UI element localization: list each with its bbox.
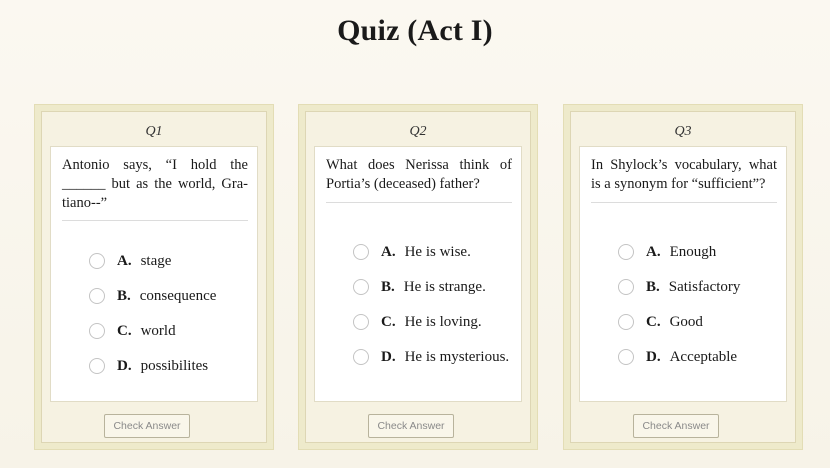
page-title: Quiz (Act I)	[337, 14, 493, 47]
option-letter: B.	[646, 279, 660, 295]
option-text: He is mysterious.	[404, 349, 510, 365]
check-answer-button[interactable]: Check Answer	[368, 414, 454, 438]
option-letter: A.	[381, 244, 396, 260]
radio-button[interactable]	[353, 349, 369, 365]
answer-option-a[interactable]	[353, 243, 509, 278]
answer-options	[353, 243, 509, 383]
option-text: stage	[140, 253, 172, 269]
question-text: In Shylock’s vocabulary, what is a synonym for “sufficient”?	[591, 157, 777, 192]
question-number: Q2	[409, 124, 427, 139]
option-letter: D.	[646, 349, 661, 365]
answer-option-d[interactable]	[618, 348, 740, 383]
radio-button[interactable]	[353, 279, 369, 295]
option-letter: C.	[117, 323, 132, 339]
answer-option-b[interactable]	[618, 278, 740, 313]
radio-button[interactable]	[89, 253, 105, 269]
check-answer-button[interactable]: Check Answer	[104, 414, 190, 438]
question-panel	[50, 146, 258, 402]
question-number: Q3	[674, 124, 692, 139]
question-text: What does Nerissa think of Portia’s (deceased) father?	[326, 157, 512, 192]
option-letter: C.	[381, 314, 396, 330]
question-number: Q1	[145, 124, 163, 139]
question-divider	[62, 220, 248, 221]
radio-button[interactable]	[618, 349, 634, 365]
question-divider	[326, 202, 512, 203]
option-text: Acceptable	[669, 349, 738, 365]
answer-option-a[interactable]	[89, 252, 216, 287]
option-text: Enough	[669, 244, 717, 260]
question-card-inner	[41, 111, 267, 443]
option-letter: A.	[117, 253, 132, 269]
question-panel	[314, 146, 522, 402]
option-text: He is wise.	[404, 244, 471, 260]
question-card-inner	[570, 111, 796, 443]
answer-option-b[interactable]	[353, 278, 509, 313]
answer-option-a[interactable]	[618, 243, 740, 278]
check-answer-button[interactable]: Check Answer	[633, 414, 719, 438]
question-card-3	[563, 104, 803, 450]
answer-options	[89, 252, 216, 392]
question-panel	[579, 146, 787, 402]
question-divider	[591, 202, 777, 203]
radio-button[interactable]	[89, 288, 105, 304]
option-text: possibilites	[140, 358, 209, 374]
radio-button[interactable]	[89, 323, 105, 339]
option-text: Satisfactory	[668, 279, 741, 295]
answer-option-b[interactable]	[89, 287, 216, 322]
option-text: Good	[669, 314, 703, 330]
answer-option-c[interactable]	[618, 313, 740, 348]
option-letter: B.	[381, 279, 395, 295]
answer-options	[618, 243, 740, 383]
option-letter: D.	[381, 349, 396, 365]
radio-button[interactable]	[353, 244, 369, 260]
option-text: consequence	[139, 288, 217, 304]
answer-option-c[interactable]	[353, 313, 509, 348]
question-text: Antonio says, “I hold the ______ but as the world, Gra-tiano--”	[62, 157, 248, 211]
radio-button[interactable]	[618, 314, 634, 330]
radio-button[interactable]	[618, 244, 634, 260]
radio-button[interactable]	[618, 279, 634, 295]
radio-button[interactable]	[353, 314, 369, 330]
option-text: world	[140, 323, 176, 339]
option-letter: C.	[646, 314, 661, 330]
option-text: He is strange.	[403, 279, 486, 295]
option-letter: D.	[117, 358, 132, 374]
option-text: He is loving.	[404, 314, 482, 330]
radio-button[interactable]	[89, 358, 105, 374]
answer-option-d[interactable]	[89, 357, 216, 392]
option-letter: B.	[117, 288, 131, 304]
question-card-inner	[305, 111, 531, 443]
answer-option-c[interactable]	[89, 322, 216, 357]
question-card-2	[298, 104, 538, 450]
question-card-1	[34, 104, 274, 450]
option-letter: A.	[646, 244, 661, 260]
answer-option-d[interactable]	[353, 348, 509, 383]
